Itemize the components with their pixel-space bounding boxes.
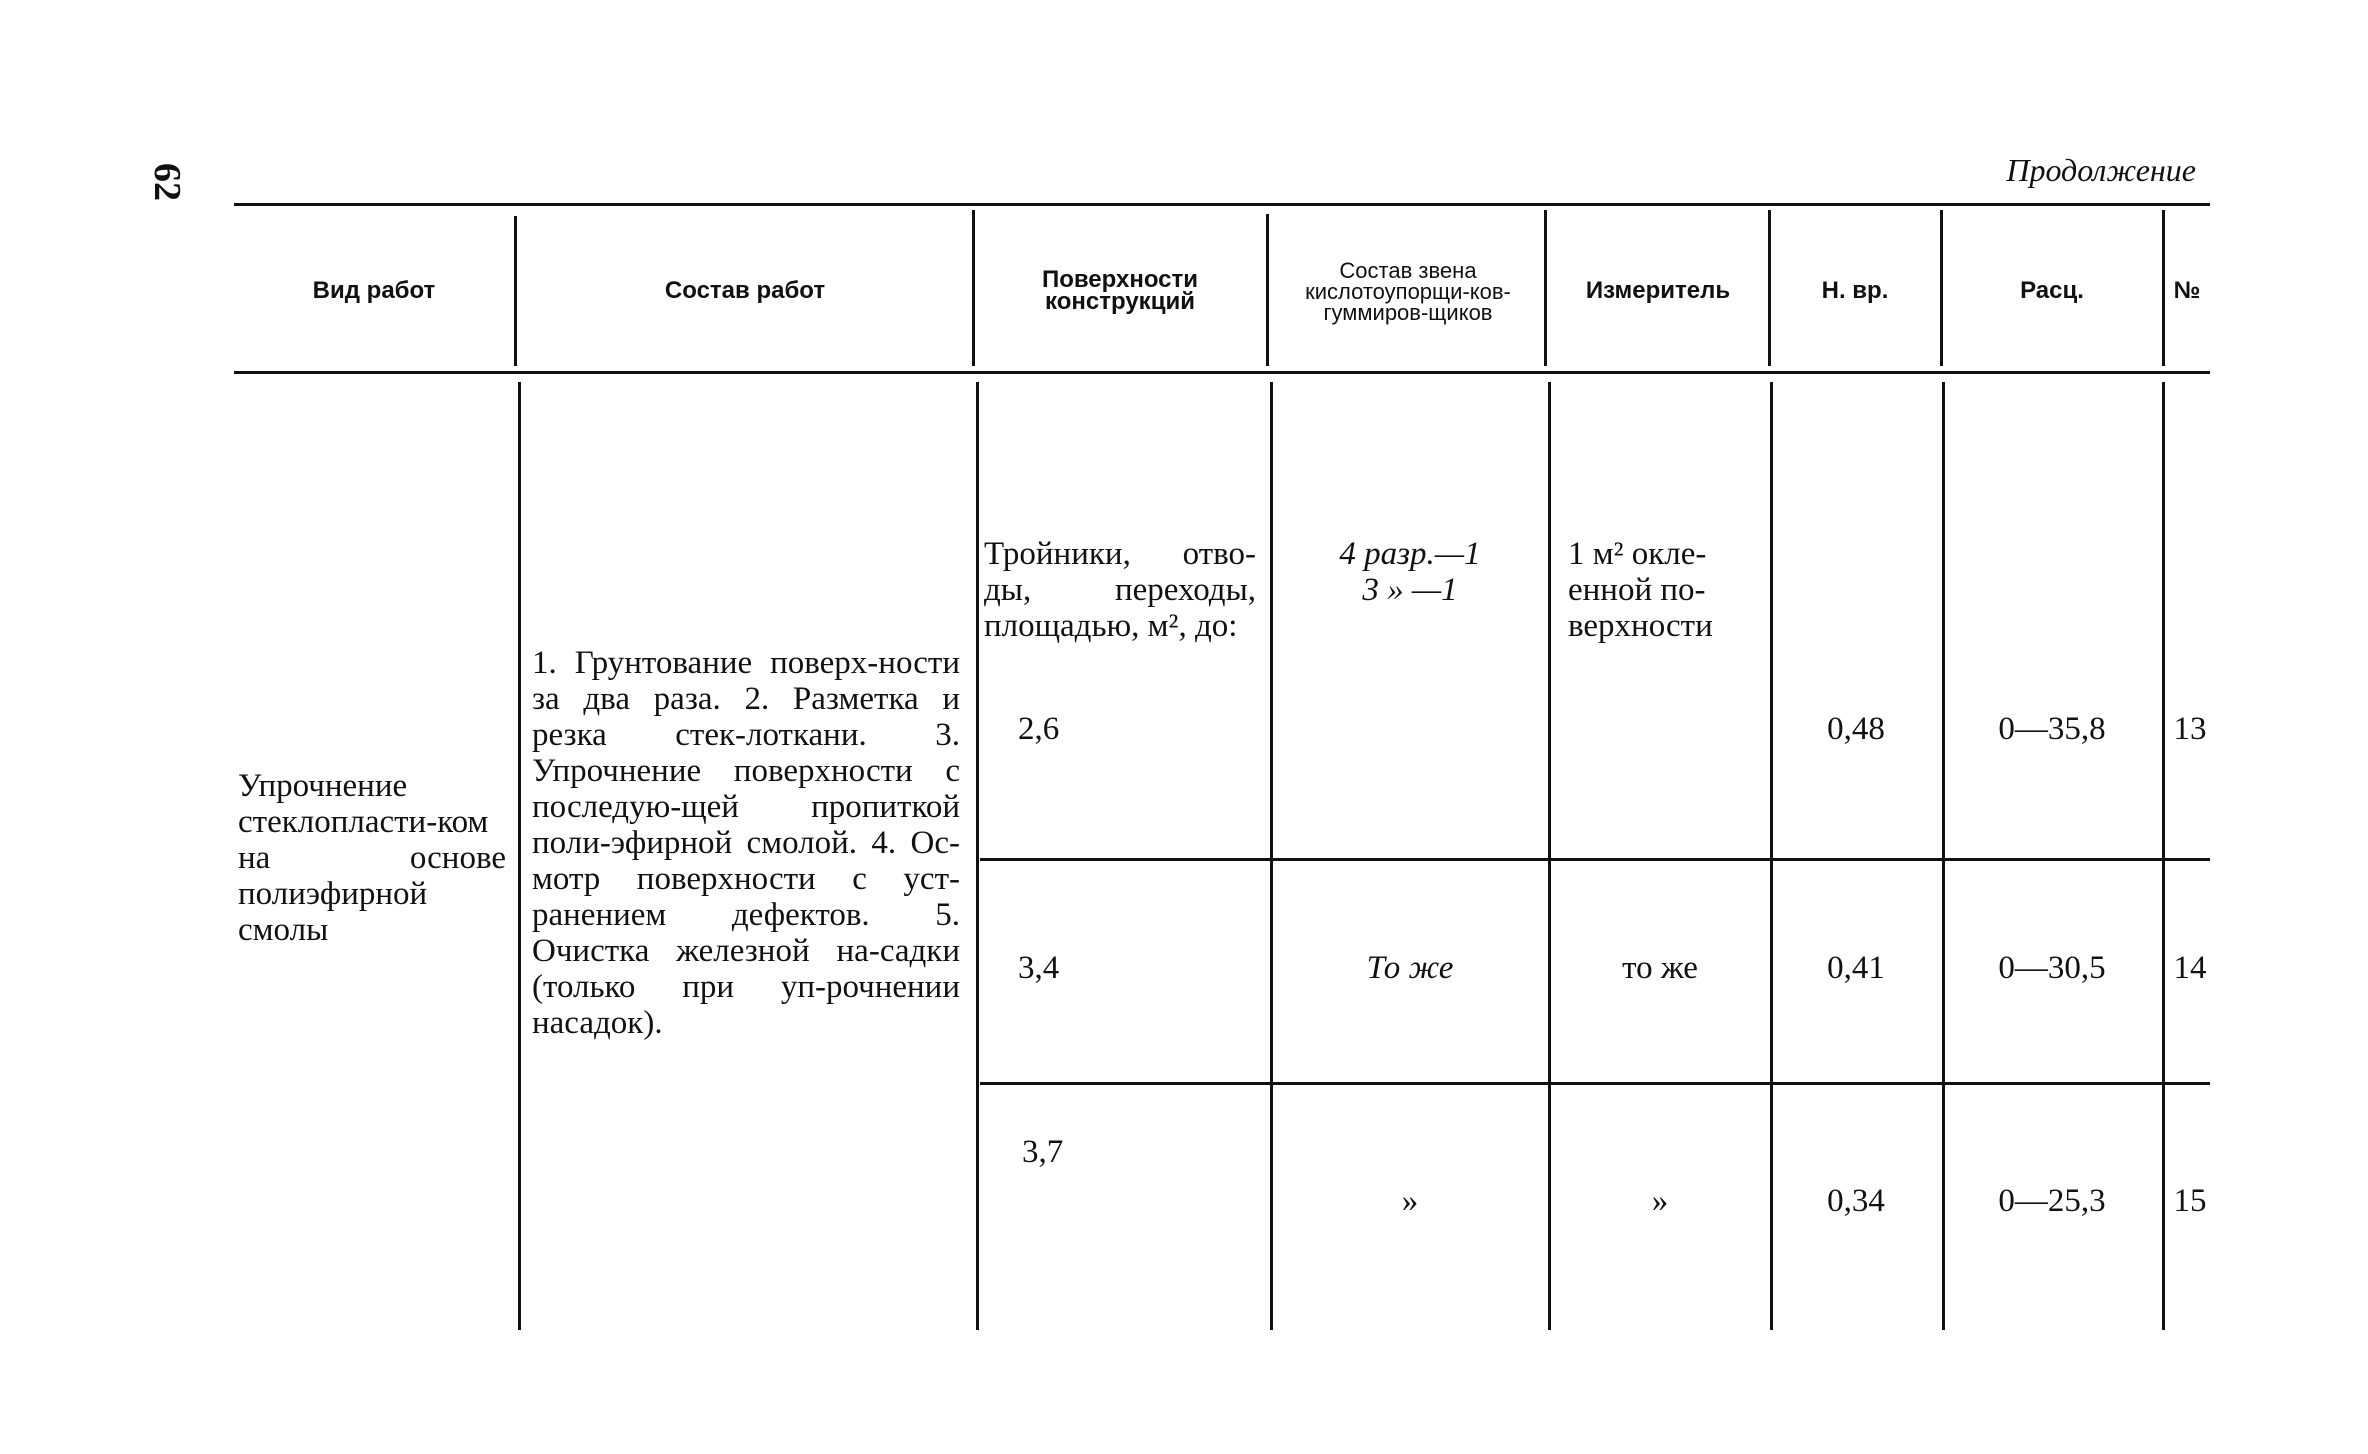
header-surfaces: Поверхности конструкций <box>1041 266 1199 315</box>
surface-intro-text: Тройники, отво-ды, переходы, площадью, м², до: <box>984 536 1256 644</box>
unit-value: » <box>1651 1183 1669 1219</box>
body-col-divider <box>1270 382 1273 1330</box>
header-bottom-rule <box>234 371 2210 374</box>
rate-value: 0—35,8 <box>1998 711 2106 747</box>
continuation-label: Продолжение <box>2006 152 2196 188</box>
row-number: 15 <box>2173 1183 2207 1219</box>
body-col-divider <box>1548 382 1551 1330</box>
crew-value: То же <box>1366 950 1454 986</box>
header-work-composition: Состав работ <box>664 277 826 304</box>
area-value: 3,7 <box>1022 1134 1064 1170</box>
crew-line-2: 3 » —1 <box>1362 572 1458 608</box>
area-value: 3,4 <box>1018 950 1060 986</box>
row-number: 13 <box>2173 711 2207 747</box>
rate-value: 0—25,3 <box>1998 1183 2106 1219</box>
header-col-divider <box>1544 210 1547 366</box>
table-top-rule <box>234 203 2210 206</box>
norm-time-value: 0,48 <box>1827 711 1885 747</box>
norm-time-value: 0,41 <box>1827 950 1885 986</box>
row-divider-2 <box>980 1082 2210 1085</box>
header-work-type: Вид работ <box>312 277 436 304</box>
unit-value: то же <box>1622 950 1698 986</box>
area-value: 2,6 <box>1018 711 1060 747</box>
header-crew: Состав звена кислотоупорщи-ков-гуммиров-щиков <box>1305 257 1511 325</box>
body-col-divider <box>518 382 521 1330</box>
page-number: 62 <box>146 163 188 201</box>
header-unit: Измеритель <box>1585 277 1731 304</box>
header-col-divider <box>972 210 975 366</box>
rate-value: 0—30,5 <box>1998 950 2106 986</box>
body-col-divider <box>976 382 979 1330</box>
work-composition-text: 1. Грунтование поверх-ности за два раза. 2. Разметка и резка стек-лоткани. 3. Упрочнение поверхности с последую-щей пропиткой поли-эфирной смолой. 4. Ос-мотр поверхности с уст-ранением дефектов. 5. Очистка железной на-садки (только при уп-рочнении насадок). <box>532 645 960 1041</box>
header-number: № <box>2173 277 2201 304</box>
header-col-divider <box>1266 214 1269 366</box>
header-rate: Расц. <box>2020 277 2084 304</box>
unit-text: 1 м² окле-енной по-верхности <box>1568 536 1713 644</box>
norm-time-value: 0,34 <box>1827 1183 1885 1219</box>
header-col-divider <box>514 216 517 366</box>
body-col-divider <box>2162 382 2165 1330</box>
header-norm-time: Н. вр. <box>1821 277 1889 304</box>
header-col-divider <box>1768 210 1771 366</box>
crew-value: » <box>1401 1183 1419 1219</box>
work-type-text: Упрочнение стеклопласти-ком на основе полиэфирной смолы <box>238 768 506 948</box>
header-col-divider <box>1940 210 1943 366</box>
crew-line-1: 4 разр.—1 <box>1339 536 1481 572</box>
row-divider-1 <box>980 858 2210 861</box>
row-number: 14 <box>2173 950 2207 986</box>
